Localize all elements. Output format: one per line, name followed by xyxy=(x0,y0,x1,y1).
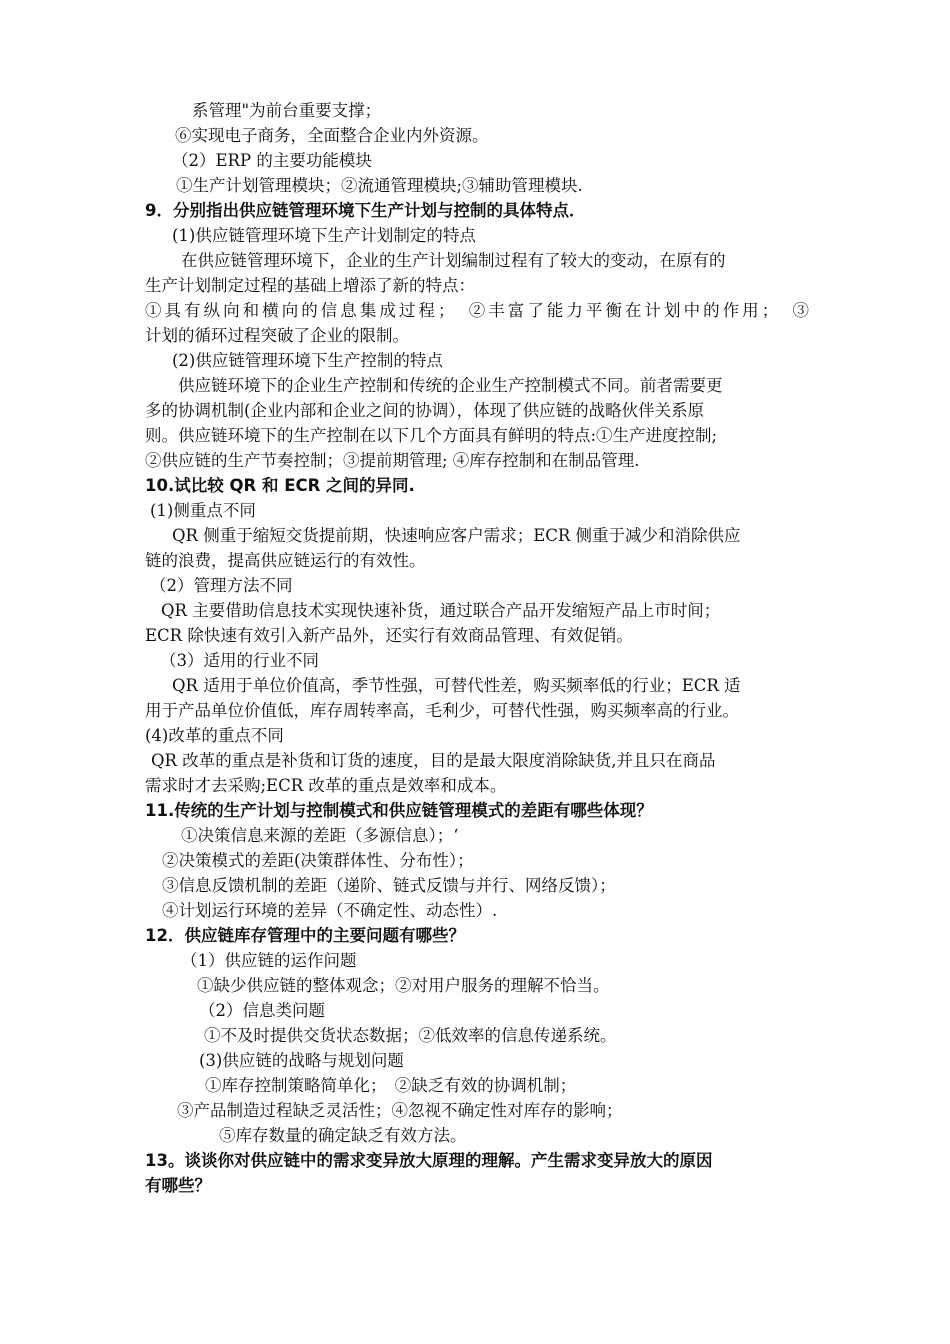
list-item: ⑤库存数量的确定缺乏有效方法。 xyxy=(219,1126,467,1145)
section-heading: （2）信息类问题 xyxy=(199,1001,325,1020)
question-heading: 13。谈谈你对供应链中的需求变异放大原理的理解。产生需求变异放大的原因 xyxy=(145,1151,713,1170)
question-heading: 11.传统的生产计划与控制模式和供应链管理模式的差距有哪些体现？ xyxy=(145,801,653,820)
list-item: ①缺少供应链的整体观念；②对用户服务的理解不恰当。 xyxy=(197,976,610,995)
paragraph-line: 用于产品单位价值低，库存周转率高，毛利少，可替代性强，购买频率高的行业。 xyxy=(145,701,739,720)
paragraph-line: 链的浪费，提高供应链运行的有效性。 xyxy=(145,551,426,570)
paragraph-line: QR 主要借助信息技术实现快速补货，通过联合产品开发缩短产品上市时间； xyxy=(161,601,721,620)
question-heading: 12．供应链库存管理中的主要问题有哪些？ xyxy=(145,926,465,945)
text-line: 系管理"为前台重要支撑； xyxy=(192,101,382,120)
list-item: ③信息反馈机制的差距（递阶、链式反馈与并行、网络反馈）； xyxy=(162,876,616,895)
list-item: ①决策信息来源的差距（多源信息）；‘ xyxy=(181,826,459,845)
paragraph-line: 在供应链管理环境下，企业的生产计划编制过程有了较大的变动，在原有的 xyxy=(181,251,726,270)
list-item: ①不及时提供交货状态数据；②低效率的信息传递系统。 xyxy=(204,1026,617,1045)
section-heading: (3)供应链的战略与规划问题 xyxy=(199,1051,404,1070)
section-heading: (1)供应链管理环境下生产计划制定的特点 xyxy=(172,226,476,245)
section-heading: (1)侧重点不同 xyxy=(150,501,256,520)
list-item: ①库存控制策略简单化； ②缺乏有效的协调机制； xyxy=(205,1076,577,1095)
paragraph-line: QR 适用于单位价值高，季节性强，可替代性差，购买频率低的行业；ECR 适 xyxy=(172,676,741,695)
question-heading: 10.试比较 QR 和 ECR 之间的异同. xyxy=(145,476,415,495)
section-heading: (2)供应链管理环境下生产控制的特点 xyxy=(172,351,443,370)
paragraph-line: ①具有纵向和横向的信息集成过程； ②丰富了能力平衡在计划中的作用； ③ xyxy=(145,301,809,320)
paragraph-line: 多的协调机制(企业内部和企业之间的协调），体现了供应链的战略伙伴关系原 xyxy=(145,401,705,420)
paragraph-line: QR 侧重于缩短交货提前期，快速响应客户需求；ECR 侧重于减少和消除供应 xyxy=(172,526,741,545)
text-line: （2）ERP 的主要功能模块 xyxy=(172,151,372,170)
list-item: ③产品制造过程缺乏灵活性；④忽视不确定性对库存的影响； xyxy=(177,1101,623,1120)
paragraph-line: 则。供应链环境下的生产控制在以下几个方面具有鲜明的特点:①生产进度控制; xyxy=(145,426,718,445)
text-line: ①生产计划管理模块；②流通管理模块;③辅助管理模块. xyxy=(176,176,583,195)
question-heading: 有哪些？ xyxy=(145,1176,211,1195)
section-heading: （3）适用的行业不同 xyxy=(160,651,319,670)
section-heading: （2）管理方法不同 xyxy=(150,576,293,595)
paragraph-line: 计划的循环过程突破了企业的限制。 xyxy=(145,326,409,345)
paragraph-line: 需求时才去采购;ECR 改革的重点是效率和成本。 xyxy=(145,776,507,795)
paragraph-line: QR 改革的重点是补货和订货的速度，目的是最大限度消除缺货,并且只在商品 xyxy=(151,751,716,770)
section-heading: (4)改革的重点不同 xyxy=(145,726,284,745)
paragraph-line: 生产计划制定过程的基础上增添了新的特点： xyxy=(145,276,475,295)
paragraph-line: 供应链环境下的企业生产控制和传统的企业生产控制模式不同。前者需要更 xyxy=(178,376,723,395)
list-item: ④计划运行环境的差异（不确定性、动态性）. xyxy=(162,901,498,920)
section-heading: （1）供应链的运作问题 xyxy=(181,951,357,970)
list-item: ②决策模式的差距(决策群体性、分布性）； xyxy=(162,851,474,870)
text-line: ⑥实现电子商务，全面整合企业内外资源。 xyxy=(175,126,489,145)
paragraph-line: ECR 除快速有效引入新产品外，还实行有效商品管理、有效促销。 xyxy=(145,626,633,645)
paragraph-line: ②供应链的生产节奏控制；③提前期管理; ④库存控制和在制品管理. xyxy=(145,451,640,470)
question-heading: 9．分别指出供应链管理环境下生产计划与控制的具体特点． xyxy=(145,201,586,220)
